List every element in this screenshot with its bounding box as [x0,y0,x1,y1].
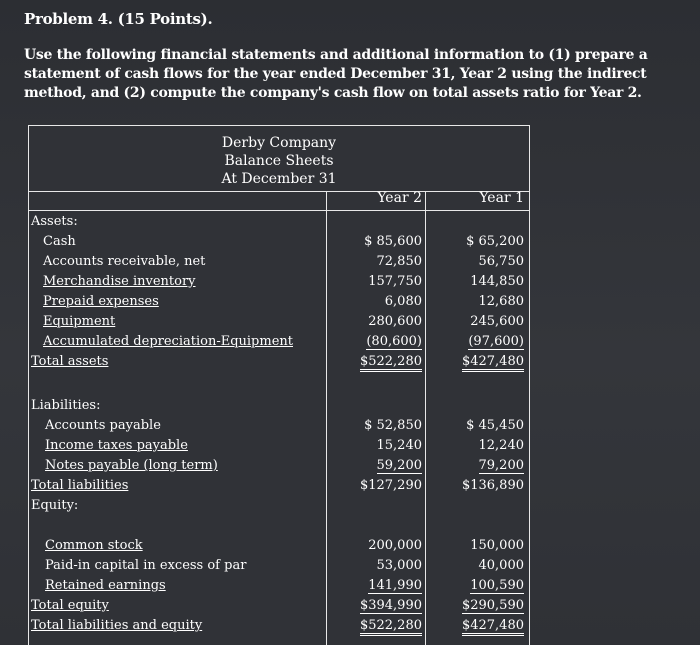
year2-value: 157,750 [368,274,422,289]
table-row [29,352,529,371]
year1-value: 245,600 [470,314,524,329]
row-label: Common stock [45,538,143,553]
problem-heading: Problem 4. (15 Points). [24,10,213,28]
year2-value: 59,200 [376,458,422,473]
year2-value: $ 52,850 [364,418,422,433]
year1-value: $427,480 [462,618,524,636]
row-label: Paid-in capital in excess of par [45,558,247,573]
problem-instructions: Use the following financial statements and additional information to (1) prepare a statement of cash flows for the year ended December 31, Year 2 using the indirect method, and (2) compute the company's cash flow on total assets ratio for Year 2. [24,47,648,101]
year2-value: $127,290 [359,478,422,493]
row-label: Total liabilities and equity [31,618,203,633]
row-label: Merchandise inventory [43,274,196,289]
row-label: Equipment [43,314,116,329]
year1-value: $290,590 [461,598,524,613]
row-label: Total equity [31,598,109,613]
table-row [29,556,529,575]
row-label: Cash [43,234,76,249]
table-row [29,312,529,331]
year2-value: 280,600 [368,314,422,329]
row-label: Total assets [31,354,109,369]
row-label: Accounts payable [45,418,161,433]
row-label: Notes payable (long term) [45,458,218,473]
year2-value: (80,600) [366,334,422,349]
table-row [29,272,529,291]
year1-value: (97,600) [468,334,524,349]
row-label: Retained earnings [45,578,166,593]
table-row [29,332,529,351]
balance-sheet-table [28,125,530,645]
year2-value: 53,000 [376,558,422,573]
row-label: Accounts receivable, net [43,254,206,269]
row-label: Accumulated depreciation-Equipment [43,334,293,349]
year2-value: 141,990 [368,578,422,593]
year1-value: $136,890 [461,478,524,493]
statement-date: At December 31 [221,171,337,187]
year2-value: 200,000 [368,538,422,553]
year1-value: $427,480 [462,354,524,372]
liabilities-header: Liabilities: [31,398,101,413]
year1-value: 40,000 [478,558,524,573]
year2-value: 6,080 [384,294,422,309]
year2-value: $522,280 [360,618,422,636]
table-row [29,252,529,271]
year1-value: 100,590 [470,578,524,593]
year1-value: $ 45,450 [466,418,524,433]
year2-value: $522,280 [360,354,422,372]
year1-value: 150,000 [470,538,524,553]
year2-value: 15,240 [376,438,422,453]
col-year1-header: Year 1 [479,190,524,206]
table-row [29,232,529,251]
col-year2-header: Year 2 [377,190,422,206]
statement-title: Balance Sheets [224,153,334,169]
year1-value: 56,750 [478,254,524,269]
table-row [29,292,529,311]
table-row [29,596,529,615]
assets-header: Assets: [31,214,78,229]
year2-value: 72,850 [376,254,422,269]
equity-header: Equity: [31,498,79,513]
column-header-divider [29,210,529,211]
row-label: Income taxes payable [45,438,188,453]
row-label: Total liabilities [31,478,129,493]
year2-value: $394,990 [359,598,422,613]
year1-value: 144,850 [470,274,524,289]
table-row [29,456,529,475]
year1-value: $ 65,200 [466,234,524,249]
table-row [29,436,529,455]
row-label: Prepaid expenses [43,294,159,309]
year1-value: 79,200 [478,458,524,473]
table-row [29,576,529,595]
table-row [29,616,529,635]
company-name: Derby Company [221,135,337,151]
year1-value: 12,240 [478,438,524,453]
year1-value: 12,680 [478,294,524,309]
table-row [29,536,529,555]
table-row [29,476,529,495]
table-row [29,416,529,435]
year2-value: $ 85,600 [364,234,422,249]
